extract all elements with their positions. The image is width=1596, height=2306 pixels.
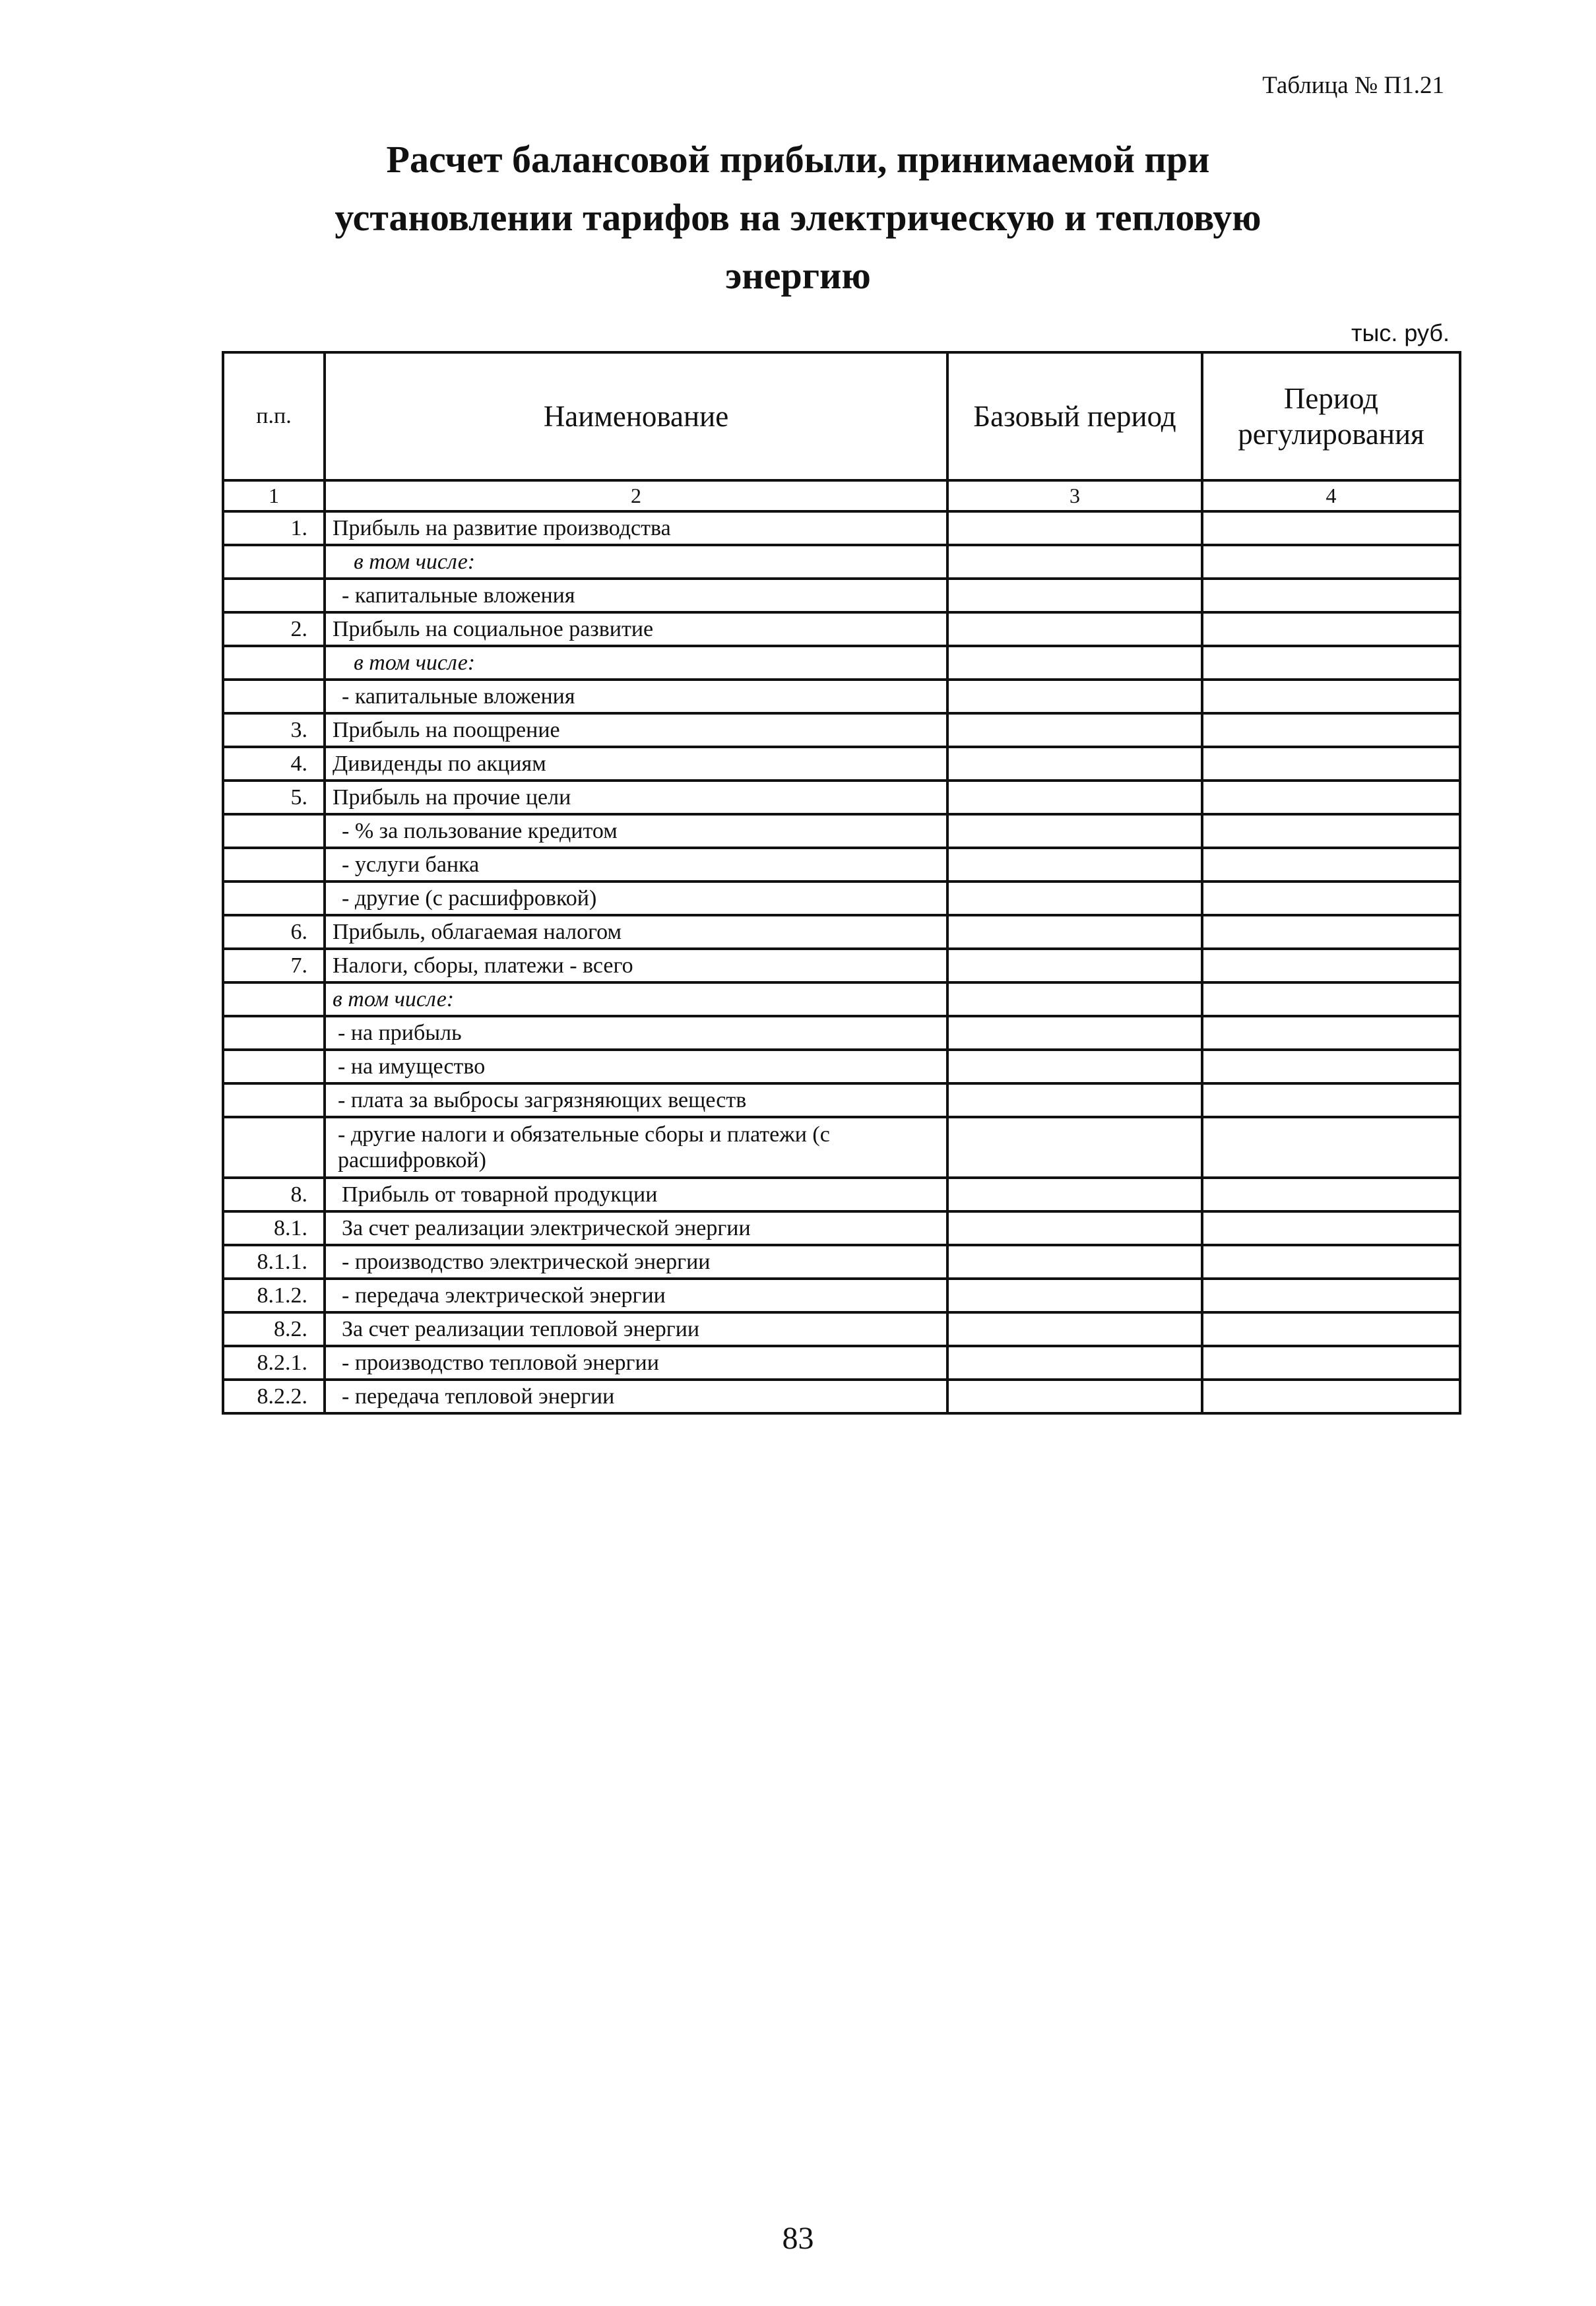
table-row [223,1380,1460,1413]
regulation-period-cell [1202,915,1460,949]
base-period-cell [947,713,1202,747]
row-name: - плата за выбросы загрязняющих веществ [325,1083,947,1117]
regulation-period-cell [1202,713,1460,747]
row-number [223,814,325,848]
row-name: в том числе: [325,982,947,1016]
row-name: Прибыль на социальное развитие [325,612,947,646]
row-number: 5. [223,781,325,814]
row-number [223,1117,325,1178]
row-name: - % за пользование кредитом [325,814,947,848]
base-period-cell [947,680,1202,713]
regulation-period-cell [1202,680,1460,713]
regulation-period-cell [1202,814,1460,848]
regulation-period-cell [1202,949,1460,982]
regulation-period-cell [1202,982,1460,1016]
regulation-period-cell [1202,881,1460,915]
base-period-cell [947,579,1202,612]
header-regulation-period: Период регулирования [1202,352,1460,480]
table-row [223,915,1460,949]
row-name: - производство электрической энергии [325,1245,947,1279]
table-row [223,848,1460,881]
column-number-row [223,480,1460,511]
table-row [223,646,1460,680]
row-name: - услуги банка [325,848,947,881]
regulation-period-cell [1202,1380,1460,1413]
base-period-cell [947,949,1202,982]
regulation-period-cell [1202,1016,1460,1050]
row-name: За счет реализации тепловой энергии [325,1312,947,1346]
title-line-3: энергию [725,254,871,297]
table-row [223,747,1460,781]
base-period-cell [947,848,1202,881]
row-number: 8.2.2. [223,1380,325,1413]
table-row [223,814,1460,848]
row-name: - передача тепловой энергии [325,1380,947,1413]
row-number [223,545,325,579]
row-number [223,680,325,713]
base-period-cell [947,747,1202,781]
row-name: Дивиденды по акциям [325,747,947,781]
table-row [223,1050,1460,1083]
row-name: - другие (с расшифровкой) [325,881,947,915]
table-row [223,1245,1460,1279]
base-period-cell [947,1016,1202,1050]
base-period-cell [947,1117,1202,1178]
base-period-cell [947,511,1202,545]
row-name: Налоги, сборы, платежи - всего [325,949,947,982]
table-row [223,545,1460,579]
regulation-period-cell [1202,579,1460,612]
regulation-period-cell [1202,1312,1460,1346]
table-row [223,511,1460,545]
title-line-2: установлении тарифов на электрическую и тепловую [335,196,1261,239]
base-period-cell [947,1245,1202,1279]
base-period-cell [947,646,1202,680]
base-period-cell [947,1380,1202,1413]
header-name: Наименование [325,352,947,480]
base-period-cell [947,1083,1202,1117]
column-number: 4 [1202,480,1460,511]
regulation-period-cell [1202,1279,1460,1312]
table-row [223,881,1460,915]
table-row [223,1312,1460,1346]
regulation-period-cell [1202,1050,1460,1083]
row-name: в том числе: [325,545,947,579]
base-period-cell [947,1312,1202,1346]
table-row [223,680,1460,713]
regulation-period-cell [1202,1083,1460,1117]
row-number: 8.1.1. [223,1245,325,1279]
base-period-cell [947,814,1202,848]
row-number [223,848,325,881]
row-number [223,579,325,612]
regulation-period-cell [1202,848,1460,881]
base-period-cell [947,781,1202,814]
row-name: За счет реализации электрической энергии [325,1211,947,1245]
row-number: 8. [223,1178,325,1211]
row-number: 2. [223,612,325,646]
base-period-cell [947,1211,1202,1245]
row-name: Прибыль на прочие цели [325,781,947,814]
regulation-period-cell [1202,781,1460,814]
base-period-cell [947,1178,1202,1211]
row-number: 3. [223,713,325,747]
base-period-cell [947,612,1202,646]
row-number: 6. [223,915,325,949]
table-row [223,1178,1460,1211]
table-row [223,1346,1460,1380]
base-period-cell [947,545,1202,579]
row-number: 4. [223,747,325,781]
document-title [0,131,1596,305]
row-number: 8.2. [223,1312,325,1346]
table-row [223,982,1460,1016]
row-number: 8.1. [223,1211,325,1245]
row-number [223,982,325,1016]
row-name: - капитальные вложения [325,579,947,612]
table-row [223,949,1460,982]
column-number: 1 [223,480,325,511]
table-row [223,1083,1460,1117]
row-name: Прибыль, облагаемая налогом [325,915,947,949]
row-name: Прибыль от товарной продукции [325,1178,947,1211]
row-number [223,1083,325,1117]
row-name: - передача электрической энергии [325,1279,947,1312]
unit-label: тыс. руб. [1351,319,1450,346]
page-number: 83 [782,2221,814,2256]
table-row [223,1016,1460,1050]
row-number: 1. [223,511,325,545]
base-period-cell [947,982,1202,1016]
table-row [223,1117,1460,1178]
profit-table [222,351,1461,1415]
row-name: - на прибыль [325,1016,947,1050]
base-period-cell [947,1279,1202,1312]
row-name: - производство тепловой энергии [325,1346,947,1380]
row-number: 8.1.2. [223,1279,325,1312]
table-row [223,612,1460,646]
table-row [223,713,1460,747]
regulation-period-cell [1202,1346,1460,1380]
regulation-period-cell [1202,1211,1460,1245]
base-period-cell [947,1050,1202,1083]
regulation-period-cell [1202,1117,1460,1178]
regulation-period-cell [1202,646,1460,680]
regulation-period-cell [1202,1245,1460,1279]
regulation-period-cell [1202,747,1460,781]
base-period-cell [947,915,1202,949]
table-header-row [223,352,1460,480]
row-name: в том числе: [325,646,947,680]
table-row [223,1279,1460,1312]
table-row [223,1211,1460,1245]
row-name: Прибыль на поощрение [325,713,947,747]
row-number [223,646,325,680]
row-number: 7. [223,949,325,982]
table-row [223,579,1460,612]
regulation-period-cell [1202,1178,1460,1211]
regulation-period-cell [1202,511,1460,545]
header-pp: п.п. [223,352,325,480]
table-row [223,781,1460,814]
row-name: Прибыль на развитие производства [325,511,947,545]
row-number [223,1050,325,1083]
table-label: Таблица № П1.21 [1262,72,1444,99]
header-base-period: Базовый период [947,352,1202,480]
row-name: - другие налоги и обязательные сборы и платежи (с расшифровкой) [325,1117,947,1178]
column-number: 2 [325,480,947,511]
row-number [223,1016,325,1050]
row-name: - на имущество [325,1050,947,1083]
column-number: 3 [947,480,1202,511]
regulation-period-cell [1202,612,1460,646]
row-name: - капитальные вложения [325,680,947,713]
row-number [223,881,325,915]
title-line-1: Расчет балансовой прибыли, принимаемой при [386,138,1210,181]
base-period-cell [947,881,1202,915]
base-period-cell [947,1346,1202,1380]
row-number: 8.2.1. [223,1346,325,1380]
regulation-period-cell [1202,545,1460,579]
